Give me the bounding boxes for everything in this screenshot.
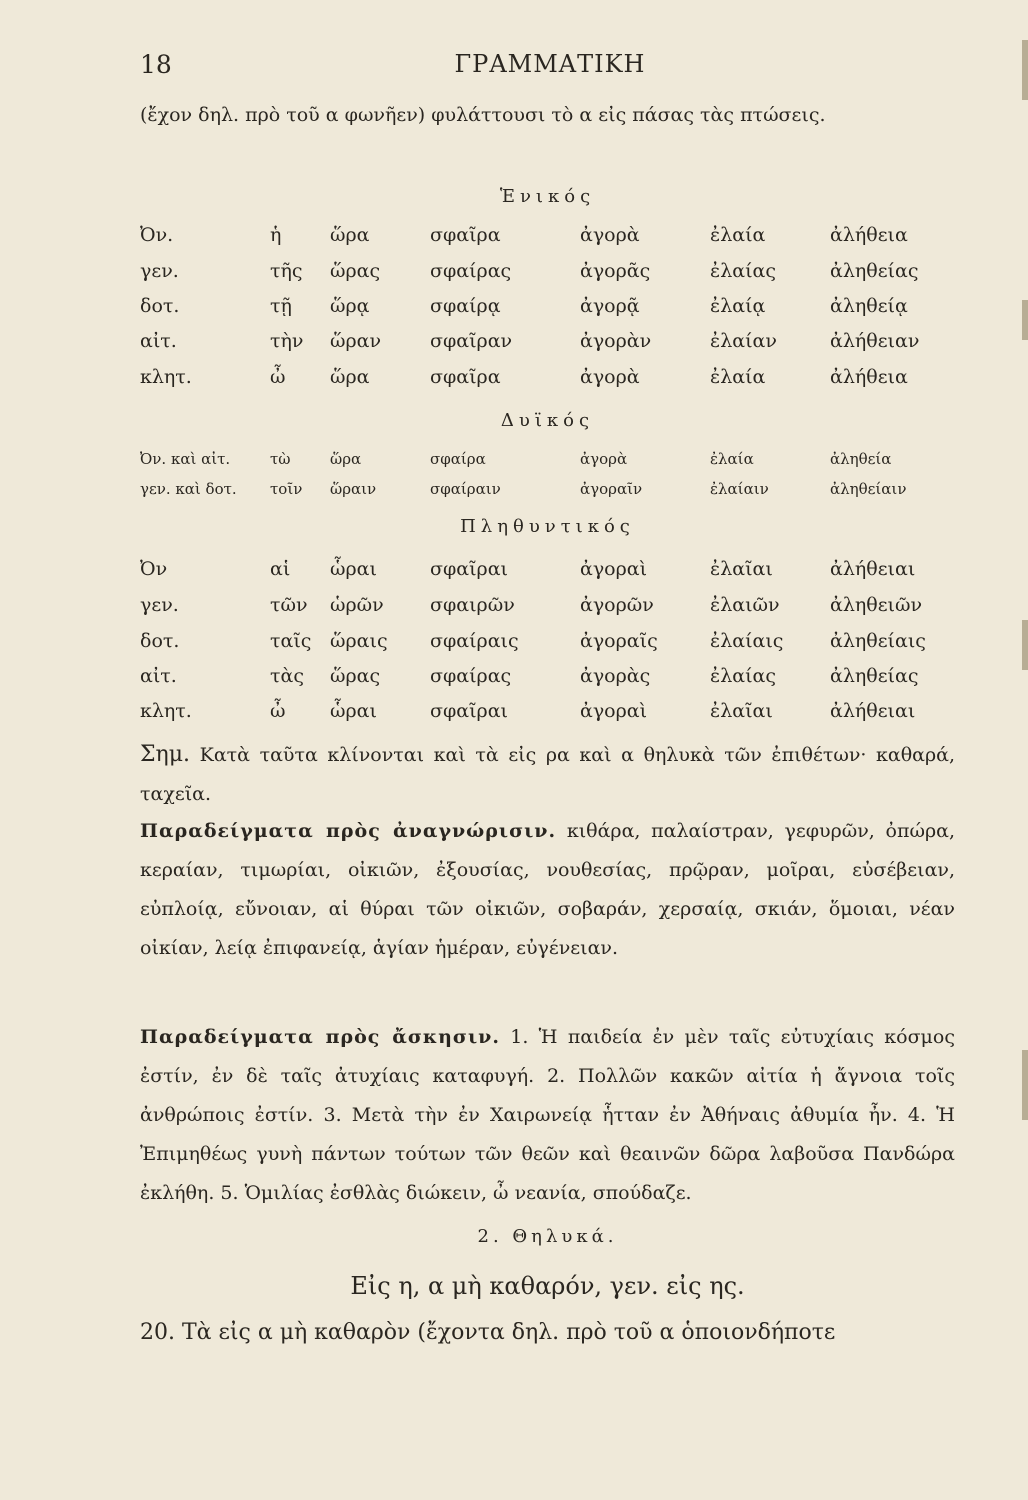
form: σφαίρας: [430, 665, 512, 687]
form: σφαῖραι: [430, 700, 509, 722]
recognition-label: Παραδείγματα πρὸς ἀναγνώρισιν.: [140, 820, 557, 842]
form: ὡρῶν: [330, 594, 384, 616]
form: ἐλαίαιν: [710, 480, 769, 498]
table-row: [140, 366, 960, 406]
form: ἀληθεία: [830, 450, 892, 468]
table-row: [140, 558, 960, 598]
singular-title: Ἑνικός: [499, 186, 596, 207]
form: σφαίρας: [430, 260, 512, 282]
form: σφαῖρα: [430, 366, 501, 388]
plural-title: Πληθυντικός: [460, 516, 635, 537]
form: ἐλαῖαι: [710, 558, 773, 580]
form: ὥρα: [330, 450, 362, 468]
form: σφαῖραι: [430, 558, 509, 580]
form: ὥρας: [330, 665, 381, 687]
form: ἀλήθειαι: [830, 700, 916, 722]
form: ὥραις: [330, 630, 388, 652]
form: σφαίρᾳ: [430, 295, 501, 317]
form: ἀλήθεια: [830, 366, 908, 388]
case-label: Ὀν: [140, 558, 168, 580]
form: ἀληθείαιν: [830, 480, 907, 498]
article: ταῖς: [270, 630, 312, 652]
table-row: [140, 224, 960, 264]
form: ἀγορὰ: [580, 366, 640, 388]
recognition-text: κιθάρα, παλαίστραν, γεφυρῶν, ὀπώρα, κεραίαν, τιμωρίαι, οἰκιῶν, ἐξουσίας, νουθεσίας, πρῷραν, μοῖραι, εὐσέβειαν, εὐπλοίᾳ, εὔνοιαν, αἱ θύραι τῶν οἰκιῶν, σοβαράν, χερσαίᾳ, σκιάν, ὅμοιαι, νέαν οἰκίαν, λείᾳ ἐπιφανείᾳ, ἁγίαν ἡμέραν, εὐγένειαν.: [140, 820, 955, 959]
form: ἐλαιῶν: [710, 594, 780, 616]
form: ἐλαία: [710, 224, 766, 246]
form: ἀλήθειαι: [830, 558, 916, 580]
form: ὧραι: [330, 700, 377, 722]
article: τὼ: [270, 450, 291, 468]
form: ἀγοραῖς: [580, 630, 658, 652]
case-label: κλητ.: [140, 700, 192, 722]
article: τῇ: [270, 295, 292, 317]
note-paragraph: [140, 735, 955, 814]
form: ἐλαίᾳ: [710, 295, 766, 317]
table-row: [140, 700, 960, 740]
form: ἀγοραὶ: [580, 700, 648, 722]
form: ὥρα: [330, 366, 370, 388]
article: τῶν: [270, 594, 308, 616]
case-label: δοτ.: [140, 295, 180, 317]
case-label: αἰτ.: [140, 330, 177, 352]
table-row: [140, 295, 960, 335]
form: ἀληθείᾳ: [830, 295, 908, 317]
page-edge-mark: [1022, 40, 1028, 100]
paragraph-20: 20. Τὰ εἰς α μὴ καθαρὸν (ἔχοντα δηλ. πρὸ τοῦ α ὁποιονδήποτε: [140, 1320, 836, 1345]
form: ἀγορᾶς: [580, 260, 651, 282]
page-edge-mark: [1022, 300, 1028, 340]
form: ἀληθείας: [830, 260, 919, 282]
form: ἀληθειῶν: [830, 594, 923, 616]
article: ὦ: [270, 700, 286, 722]
note-text: Κατὰ ταῦτα κλίνονται καὶ τὰ εἰς ρα καὶ α θηλυκὰ τῶν ἐπιθέτων· καθαρά, ταχεῖα.: [140, 744, 956, 805]
article: ὦ: [270, 366, 286, 388]
form: σφαίρα: [430, 450, 486, 468]
table-row: [140, 665, 960, 705]
article: τοῖν: [270, 480, 303, 498]
form: ἐλαία: [710, 450, 754, 468]
form: σφαιρῶν: [430, 594, 515, 616]
form: ἐλαίαις: [710, 630, 784, 652]
form: ἀγορὰν: [580, 330, 652, 352]
form: ἀγορὰς: [580, 665, 651, 687]
form: ἀλήθειαν: [830, 330, 920, 352]
section-heading: Εἰς η, α μὴ καθαρόν, γεν. εἰς ης.: [350, 1272, 745, 1300]
form: ὥρα: [330, 224, 370, 246]
form: ἀλήθεια: [830, 224, 908, 246]
form: ἀγορᾷ: [580, 295, 640, 317]
form: ἐλαίας: [710, 260, 776, 282]
article: τῆς: [270, 260, 303, 282]
table-row: [140, 260, 960, 300]
case-label: γεν. καὶ δοτ.: [140, 480, 237, 498]
form: σφαίραις: [430, 630, 519, 652]
case-label: γεν.: [140, 594, 179, 616]
case-label: Ὀν.: [140, 224, 174, 246]
case-label: γεν.: [140, 260, 179, 282]
article: τὴν: [270, 330, 304, 352]
case-label: Ὀν. καὶ αἰτ.: [140, 450, 231, 468]
form: ὥραν: [330, 330, 382, 352]
form: ὥραιν: [330, 480, 377, 498]
form: ἀγοραὶ: [580, 558, 648, 580]
page-number: 18: [140, 50, 172, 79]
form: ἀληθείας: [830, 665, 919, 687]
form: σφαῖραν: [430, 330, 513, 352]
article: αἱ: [270, 558, 291, 580]
form: ἀγοραῖν: [580, 480, 643, 498]
article: ἡ: [270, 224, 282, 246]
form: ἐλαία: [710, 366, 766, 388]
article: τὰς: [270, 665, 304, 687]
table-row: [140, 630, 960, 670]
table-row: [140, 480, 960, 520]
table-row: [140, 594, 960, 634]
form: ἀγορὰ: [580, 224, 640, 246]
running-title: ΓΡΑΜΜΑΤΙΚΗ: [454, 50, 646, 78]
form: σφαίραιν: [430, 480, 501, 498]
page-edge-mark: [1022, 620, 1028, 670]
form: ὥρας: [330, 260, 381, 282]
section-title: 2. Θηλυκά.: [477, 1226, 618, 1247]
dual-title: Δυϊκός: [500, 410, 595, 431]
table-row: [140, 330, 960, 370]
case-label: δοτ.: [140, 630, 180, 652]
form: ἐλαίαν: [710, 330, 777, 352]
form: ἐλαῖαι: [710, 700, 773, 722]
exercise-text: 1. Ἡ παιδεία ἐν μὲν ταῖς εὐτυχίαις κόσμος ἐστίν, ἐν δὲ ταῖς ἀτυχίαις καταφυγή. 2. Πολλῶν κακῶν αἰτία ἡ ἄγνοια τοῖς ἀνθρώποις ἐστίν. 3. Μετὰ τὴν ἐν Χαιρωνείᾳ ἧτταν ἐν Ἀθήναις ἀθυμία ἦν. 4. Ἡ Ἐπιμηθέως γυνὴ πάντων τούτων τῶν θεῶν καὶ θεαινῶν δῶρα λαβοῦσα Πανδώρα ἐκλήθη. 5. Ὁμιλίας ἐσθλὰς διώκειν, ὦ νεανία, σπούδαζε.: [140, 1026, 955, 1204]
page-edge-mark: [1022, 1050, 1028, 1120]
exercise-label: Παραδείγματα πρὸς ἄσκησιν.: [140, 1026, 500, 1048]
form: ἐλαίας: [710, 665, 776, 687]
form: σφαῖρα: [430, 224, 501, 246]
note-label: Σημ.: [140, 742, 191, 767]
case-label: αἰτ.: [140, 665, 177, 687]
exercise-paragraph: [140, 1018, 955, 1213]
form: ἀληθείαις: [830, 630, 926, 652]
intro-paragraph: (ἔχον δηλ. πρὸ τοῦ α φωνῆεν) φυλάττουσι τὸ α εἰς πάσας τὰς πτώσεις.: [140, 104, 826, 126]
page-header: [140, 50, 960, 90]
form: ἀγορῶν: [580, 594, 654, 616]
form: ὧραι: [330, 558, 377, 580]
form: ὥρᾳ: [330, 295, 370, 317]
form: ἀγορὰ: [580, 450, 628, 468]
case-label: κλητ.: [140, 366, 192, 388]
recognition-paragraph: [140, 812, 955, 968]
